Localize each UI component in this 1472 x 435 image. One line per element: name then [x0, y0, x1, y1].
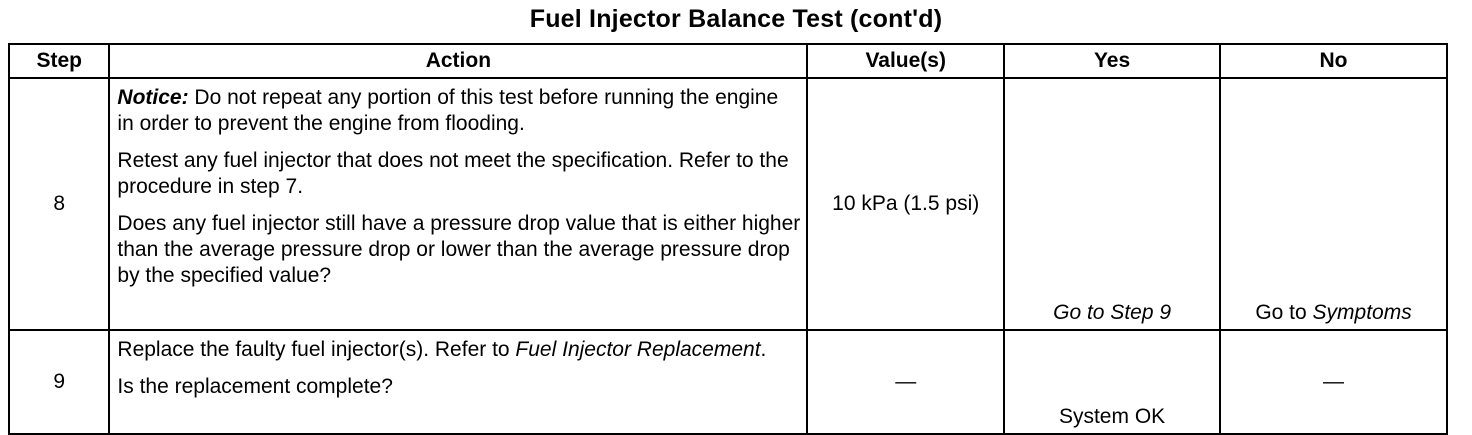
yes-cell: System OK — [1004, 330, 1220, 434]
notice-label: Notice: — [117, 86, 189, 109]
no-prefix: Go to — [1255, 301, 1313, 324]
header-action: Action — [109, 44, 807, 78]
table-header-row — [9, 44, 1447, 78]
yes-link[interactable]: Go to Step 9 — [1004, 78, 1220, 330]
notice-text: Do not repeat any portion of this test before running the engine in order to prevent the engine from flooding. — [117, 86, 779, 135]
header-yes: Yes — [1004, 44, 1220, 78]
action-paragraph — [117, 337, 800, 363]
action-cell — [109, 78, 807, 330]
action-paragraph: Retest any fuel injector that does not meet the specification. Refer to the procedure in step 7. — [117, 149, 789, 198]
action-question: Is the replacement complete? — [117, 375, 393, 398]
header-step: Step — [9, 44, 109, 78]
table-row — [9, 78, 1447, 330]
header-no: No — [1220, 44, 1447, 78]
action-question: Does any fuel injector still have a pressure drop value that is either higher than the average pressure drop or lower than the average pressure drop by the specified value? — [117, 212, 801, 287]
header-values: Value(s) — [807, 44, 1004, 78]
action-text: Replace the faulty fuel injector(s). Refer to — [117, 338, 516, 361]
action-cell — [109, 330, 807, 434]
action-text-end: . — [760, 338, 767, 361]
balance-test-table — [8, 43, 1448, 435]
fuel-injector-replacement-link[interactable]: Fuel Injector Replacement — [515, 338, 761, 361]
no-cell — [1220, 78, 1447, 330]
value-cell: — — [807, 330, 1004, 434]
step-number: 9 — [9, 330, 109, 434]
step-number: 8 — [9, 78, 109, 330]
notice-paragraph — [117, 85, 800, 137]
table-row — [9, 330, 1447, 434]
value-cell: 10 kPa (1.5 psi) — [807, 78, 1004, 330]
no-cell: — — [1220, 330, 1447, 434]
symptoms-link[interactable]: Symptoms — [1312, 301, 1412, 324]
page-title: Fuel Injector Balance Test (cont'd) — [529, 5, 943, 33]
